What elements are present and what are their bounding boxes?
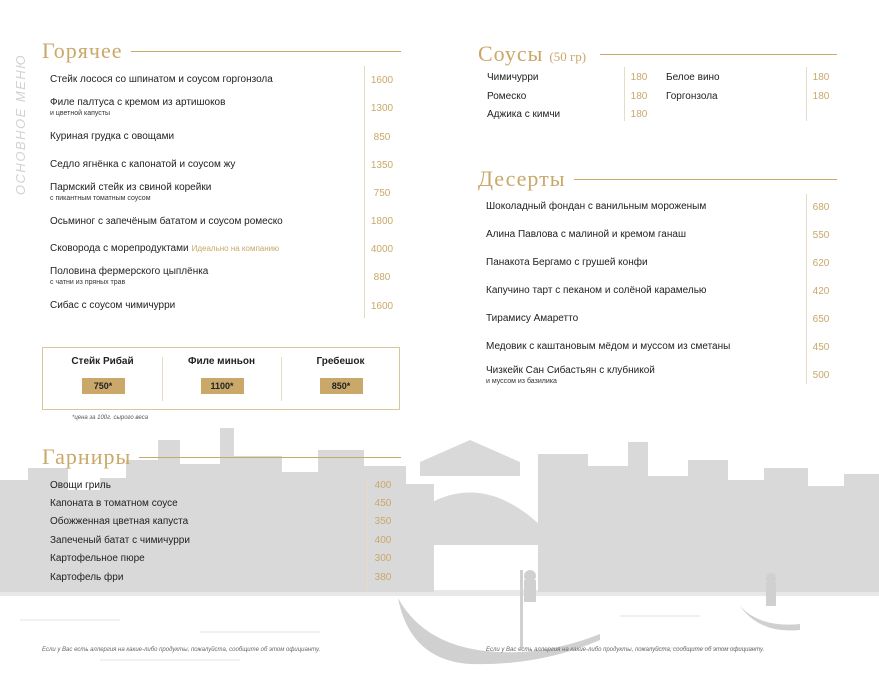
dessert-item: Панакота Бергамо с грушей конфи <box>486 257 648 268</box>
hot-item-note: Идеально на компанию <box>191 244 280 253</box>
sides-heading <box>42 444 401 470</box>
hot-rule <box>131 51 402 52</box>
hot-item: Стейк лосося со шпинатом и соусом горгонзола <box>50 74 273 85</box>
steak-price-badge: 750* <box>82 378 125 394</box>
sides-item: Картофель фри <box>50 572 124 583</box>
steak-footnote: *цена за 100г. сырого веса <box>72 415 149 421</box>
sauce-item: Аджика с кимчи <box>487 109 561 120</box>
sauces-subtitle: (50 гр) <box>549 49 587 64</box>
hot-item: Пармский стейк из свиной корейки с пикантным томатным соусом <box>50 182 212 202</box>
dessert-item-price: 620 <box>812 258 830 269</box>
sides-item: Овощи гриль <box>50 480 111 491</box>
hot-item-price: 4000 <box>370 244 394 255</box>
hot-item: Куриная грудка с овощами <box>50 131 175 142</box>
steak-option <box>281 348 400 409</box>
steak-option <box>43 348 162 409</box>
sauce-item-price: 180 <box>812 91 830 102</box>
sauces-rule <box>600 54 837 55</box>
hot-item-price: 850 <box>373 132 391 143</box>
hot-item: Осьминог с запечёным бататом и соусом ромеско <box>50 216 283 227</box>
steak-price-badge: 850* <box>320 378 363 394</box>
steak-price-badge: 1100* <box>201 378 244 394</box>
hot-item-price: 880 <box>373 272 391 283</box>
steak-name: Гребешок <box>316 356 365 367</box>
sides-item-price: 450 <box>374 498 392 509</box>
hot-item-price: 1600 <box>370 301 394 312</box>
hot-item: Половина фермерского цыплёнка с чатни из пряных трав <box>50 266 209 286</box>
dessert-item-price: 420 <box>812 286 830 297</box>
sauce-item: Горгонзола <box>666 91 718 102</box>
steak-option <box>162 348 281 409</box>
sides-item-price: 400 <box>374 535 392 546</box>
hot-item-price: 1300 <box>370 103 394 114</box>
desserts-rule <box>574 179 838 180</box>
sauce-item: Белое вино <box>666 72 720 83</box>
steak-panel <box>42 347 400 410</box>
dessert-item: Медовик с каштановым мёдом и муссом из сметаны <box>486 341 731 352</box>
sauces-title: Соусы <box>478 41 544 66</box>
sides-title: Гарниры <box>42 444 132 469</box>
sauce-item-price: 180 <box>812 72 830 83</box>
hot-item: Сибас с соусом чимичурри <box>50 300 176 311</box>
sides-item-price: 400 <box>374 480 392 491</box>
side-label-text: ОСНОВНОЕ МЕНЮ <box>13 53 29 196</box>
dessert-item-price: 550 <box>812 230 830 241</box>
sides-item: Запеченый батат с чимичурри <box>50 535 190 546</box>
sides-item: Картофельное пюре <box>50 553 145 564</box>
sauce-item: Чимичурри <box>487 72 539 83</box>
sides-item-price: 380 <box>374 572 392 583</box>
hot-title: Горячее <box>42 38 123 63</box>
dessert-item: Тирамису Амаретто <box>486 313 579 324</box>
dessert-item: Чизкейк Сан Сибастьян с клубникой и муссом из базилика <box>486 365 655 385</box>
hot-item-price: 750 <box>373 188 391 199</box>
dessert-item-price: 650 <box>812 314 830 325</box>
dessert-item-price: 500 <box>812 370 830 381</box>
sauce-item-price: 180 <box>630 72 648 83</box>
hot-item: Филе палтуса с кремом из артишоков и цветной капусты <box>50 97 226 117</box>
sides-rule <box>139 457 401 458</box>
hot-item-price: 1800 <box>370 216 394 227</box>
sauces-heading <box>478 41 837 67</box>
sauce-item-price: 180 <box>630 109 648 120</box>
allergy-note-left: Если у Вас есть аллергия на какие-либо продукты, пожалуйста, сообщите об этом официанту. <box>42 647 321 653</box>
dessert-item: Алина Павлова с малиной и кремом ганаш <box>486 229 686 240</box>
allergy-note-right: Если у Вас есть аллергия на какие-либо продукты, пожалуйста, сообщите об этом официанту. <box>486 647 765 653</box>
sides-item-price: 300 <box>374 553 392 564</box>
sides-item: Обожженная цветная капуста <box>50 516 189 527</box>
steak-name: Филе миньон <box>187 356 256 367</box>
sauce-item: Ромеско <box>487 91 527 102</box>
dessert-item-price: 680 <box>812 202 830 213</box>
desserts-heading <box>478 166 837 192</box>
hot-heading <box>42 38 401 64</box>
sides-item-price: 350 <box>374 516 392 527</box>
steak-name: Стейк Рибай <box>71 356 134 367</box>
dessert-item: Шоколадный фондан с ванильным мороженым <box>486 201 707 212</box>
dessert-item: Капучино тарт с пеканом и солёной карамелью <box>486 285 707 296</box>
hot-item-price: 1350 <box>370 160 394 171</box>
sauce-item-price: 180 <box>630 91 648 102</box>
sides-item: Капоната в томатном соусе <box>50 498 178 509</box>
hot-item: Сковорода с морепродуктами Идеально на компанию <box>50 243 280 254</box>
hot-item-price: 1600 <box>370 75 394 86</box>
dessert-item-price: 450 <box>812 342 830 353</box>
desserts-title: Десерты <box>478 166 566 191</box>
hot-item: Седло ягнёнка с капонатой и соусом жу <box>50 159 236 170</box>
section-side-label <box>6 42 36 207</box>
